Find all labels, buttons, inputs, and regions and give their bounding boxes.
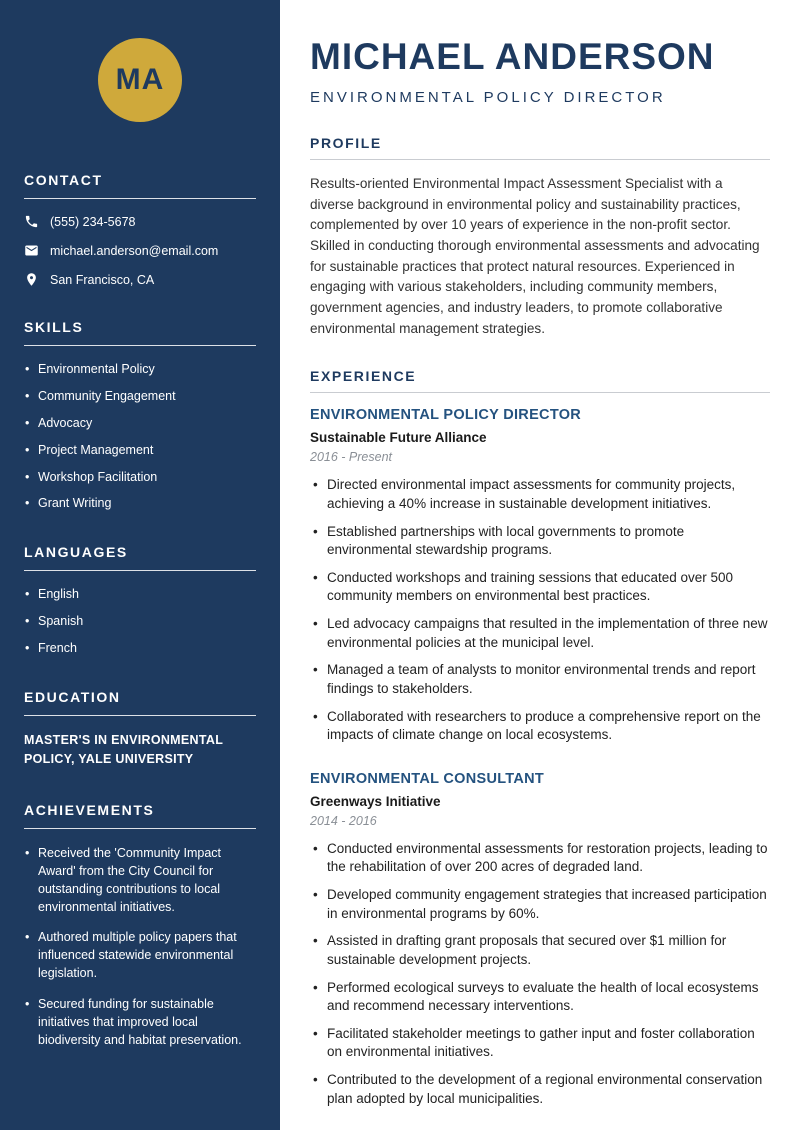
contact-section (24, 172, 256, 287)
experience-entry (310, 407, 770, 745)
achievement-item: • Authored multiple policy papers that influenced statewide environmental legislation. (24, 928, 256, 982)
job-bullet: • Directed environmental impact assessments for community projects, achieving a 40% increase in sustainable development initiatives. (310, 476, 770, 513)
contact-phone-text: (555) 234-5678 (50, 214, 136, 229)
job-dates: 2014 - 2016 (310, 813, 377, 828)
job-bullet: • Developed community engagement strategies that increased participation in environmental programs by 60%. (310, 886, 770, 923)
resume-main (280, 0, 800, 1130)
experience-entry (310, 771, 770, 1109)
job-bullet: • Conducted environmental assessments for restoration projects, leading to the rehabilitation of over 200 acres of degraded land. (310, 840, 770, 877)
languages-section (24, 544, 256, 657)
experience-section (310, 368, 770, 1108)
profile-section (310, 135, 770, 339)
skill-item: • Environmental Policy (24, 361, 256, 378)
location-pin-icon (24, 272, 39, 287)
resume-sidebar (0, 0, 280, 1130)
skill-item: • Grant Writing (24, 495, 256, 512)
job-bullet: • Managed a team of analysts to monitor environmental trends and report findings to stakeholders. (310, 661, 770, 698)
job-company: Greenways Initiative (310, 793, 441, 809)
education-section (24, 689, 256, 770)
contact-phone (24, 214, 256, 229)
avatar-initials: MA (115, 63, 165, 96)
experience-section-title: EXPERIENCE (310, 368, 770, 393)
job-bullet: • Established partnerships with local governments to promote environmental stewardship programs. (310, 523, 770, 560)
achievement-item: • Secured funding for sustainable initiatives that improved local biodiversity and habitat preservation. (24, 995, 256, 1049)
profile-section-title: PROFILE (310, 135, 770, 160)
achievements-section (24, 802, 256, 1049)
job-bullet: • Assisted in drafting grant proposals that secured over $1 million for sustainable development projects. (310, 932, 770, 969)
phone-icon (24, 214, 39, 229)
language-item: • French (24, 640, 256, 657)
job-bullet: • Conducted workshops and training sessions that educated over 500 community members on environmental best practices. (310, 569, 770, 606)
skills-list (24, 361, 256, 512)
contact-location (24, 272, 256, 287)
contact-email-text: michael.anderson@email.com (50, 243, 219, 258)
achievement-item: • Received the 'Community Impact Award' from the City Council for outstanding contributions to local environmental initiatives. (24, 844, 256, 917)
job-bullet-list (310, 476, 770, 745)
email-icon (24, 243, 39, 258)
job-bullet: • Led advocacy campaigns that resulted in the implementation of three new environmental policies at the municipal level. (310, 615, 770, 652)
job-company: Sustainable Future Alliance (310, 430, 487, 446)
languages-section-title: LANGUAGES (24, 544, 256, 571)
language-item: • English (24, 586, 256, 603)
contact-section-title: CONTACT (24, 172, 256, 199)
skill-item: • Advocacy (24, 415, 256, 432)
profile-text: Results-oriented Environmental Impact Assessment Specialist with a diverse background in environmental policy and sustainability practices, complemented by over 10 years of experience in the non-profit sector. Skilled in conducting thorough environmental assessments and advocating for sustainable practices that protect natural resources. Experienced in engaging with various stakeholders, including community members, government agencies, and industry leaders, to promote collaborative environmental management strategies. (310, 176, 760, 336)
skill-item: • Project Management (24, 442, 256, 459)
job-bullet-list (310, 840, 770, 1109)
job-dates: 2016 - Present (310, 450, 392, 465)
job-bullet: • Contributed to the development of a regional environmental conservation plan adopted by local municipalities. (310, 1071, 770, 1108)
job-bullet: • Performed ecological surveys to evaluate the health of local ecosystems and recommend necessary interventions. (310, 979, 770, 1016)
contact-email (24, 243, 256, 258)
candidate-name: MICHAEL ANDERSON (310, 36, 715, 77)
skills-section (24, 319, 256, 512)
candidate-role: ENVIRONMENTAL POLICY DIRECTOR (310, 89, 666, 106)
contact-location-text: San Francisco, CA (50, 272, 155, 287)
achievements-list (24, 844, 256, 1049)
skill-item: • Workshop Facilitation (24, 469, 256, 486)
skill-item: • Community Engagement (24, 388, 256, 405)
skills-section-title: SKILLS (24, 319, 256, 346)
job-title: ENVIRONMENTAL CONSULTANT (310, 770, 545, 787)
education-section-title: EDUCATION (24, 689, 256, 716)
achievements-section-title: ACHIEVEMENTS (24, 802, 256, 829)
job-bullet: • Facilitated stakeholder meetings to gather input and foster collaboration on environmental initiatives. (310, 1025, 770, 1062)
language-item: • Spanish (24, 613, 256, 630)
job-title: ENVIRONMENTAL POLICY DIRECTOR (310, 407, 582, 424)
education-degree: MASTER'S IN ENVIRONMENTAL POLICY, YALE UNIVERSITY (24, 732, 223, 767)
avatar (98, 38, 182, 122)
languages-list (24, 586, 256, 657)
job-bullet: • Collaborated with researchers to produce a comprehensive report on the impacts of climate change on local ecosystems. (310, 708, 770, 745)
